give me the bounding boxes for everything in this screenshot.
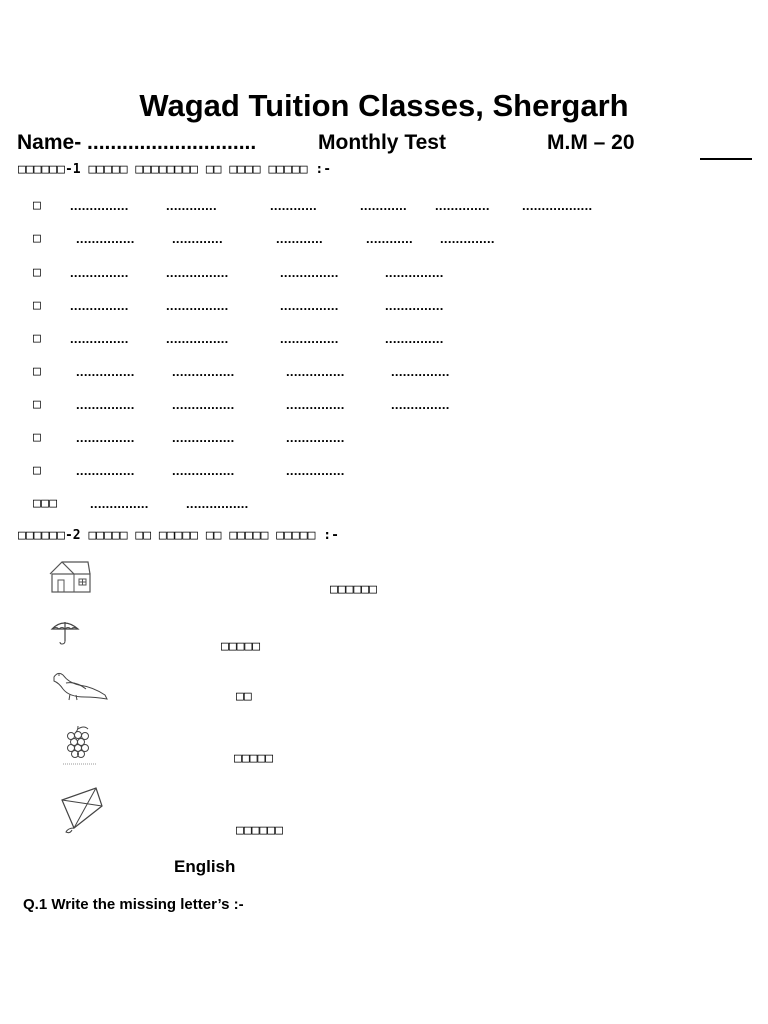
blank-line: ................ [172,364,235,379]
blank-line: ............... [391,397,450,412]
section1-heading: □□□□□□-1 □□□□□ □□□□□□□□ □□ □□□□ □□□□□ :- [18,162,332,177]
word-umbrella: □□□□□ [221,639,261,654]
row-number: □ [33,397,42,412]
word-kite: □□□□□□ [236,823,283,838]
blank-row [0,463,768,481]
row-number: □ [33,231,42,246]
blank-line: ............ [276,231,323,246]
blank-line: ............. [172,231,223,246]
blank-line: ............ [366,231,413,246]
grapes-icon [60,724,100,768]
blank-row [0,430,768,448]
test-label: Monthly Test [318,131,446,154]
word-pigeon: □□ [236,689,252,704]
blank-line: .............. [440,231,495,246]
blank-line: ................ [186,496,249,511]
blank-line: ................ [172,430,235,445]
word-grapes: □□□□□ [234,751,274,766]
blank-row [0,397,768,415]
row-number: □ [33,298,42,313]
blank-line: ............... [70,198,129,213]
row-number: □ [33,463,42,478]
blank-line: .................. [522,198,593,213]
blank-line: ............... [280,331,339,346]
blank-line: ............... [76,430,135,445]
umbrella-icon [48,617,88,647]
blank-line: ............... [70,298,129,313]
max-marks: M.M – 20 [547,131,635,154]
word-house: □□□□□□ [330,582,377,597]
blank-line: ............. [166,198,217,213]
english-heading: English [174,857,236,876]
blank-line: ............... [90,496,149,511]
blank-row [0,331,768,349]
blank-line: ............ [360,198,407,213]
row-number: □ [33,364,42,379]
blank-line: ............... [76,364,135,379]
blank-line: ............... [286,397,345,412]
blank-line: ............... [70,331,129,346]
blank-line: ............... [385,331,444,346]
blank-line: ............... [76,463,135,478]
blank-row [0,265,768,283]
blank-line: ............... [76,231,135,246]
blank-line: ................ [172,463,235,478]
row-number: □ [33,430,42,445]
row-number: □ [33,331,42,346]
blank-line: ............... [391,364,450,379]
row-number: □□□ [33,496,58,511]
blank-line: ............... [76,397,135,412]
house-icon [48,560,92,594]
blank-line: ............... [280,298,339,313]
blank-row [0,496,768,514]
blank-line: ................ [166,298,229,313]
row-number: □ [33,198,42,213]
page-title: Wagad Tuition Classes, Shergarh [139,88,629,123]
blank-line: ............... [286,364,345,379]
blank-line: ............... [385,265,444,280]
pigeon-icon [50,667,110,703]
blank-line: ............... [286,430,345,445]
kite-icon [56,786,106,836]
blank-line: .............. [435,198,490,213]
blank-line: ............... [385,298,444,313]
section2-heading: □□□□□□-2 □□□□□ □□ □□□□□ □□ □□□□□ □□□□□ :- [18,528,339,543]
blank-row [0,198,768,216]
english-q1: Q.1 Write the missing letter’s :- [23,896,244,913]
header-rule [700,158,752,160]
row-number: □ [33,265,42,280]
blank-line: ............... [280,265,339,280]
blank-line: ............... [70,265,129,280]
blank-line: ................ [172,397,235,412]
blank-line: ................ [166,265,229,280]
blank-row [0,364,768,382]
blank-row [0,231,768,249]
blank-line: ............ [270,198,317,213]
blank-line: ................ [166,331,229,346]
blank-line: ............... [286,463,345,478]
name-field: Name- ............................. [17,131,257,154]
blank-row [0,298,768,316]
